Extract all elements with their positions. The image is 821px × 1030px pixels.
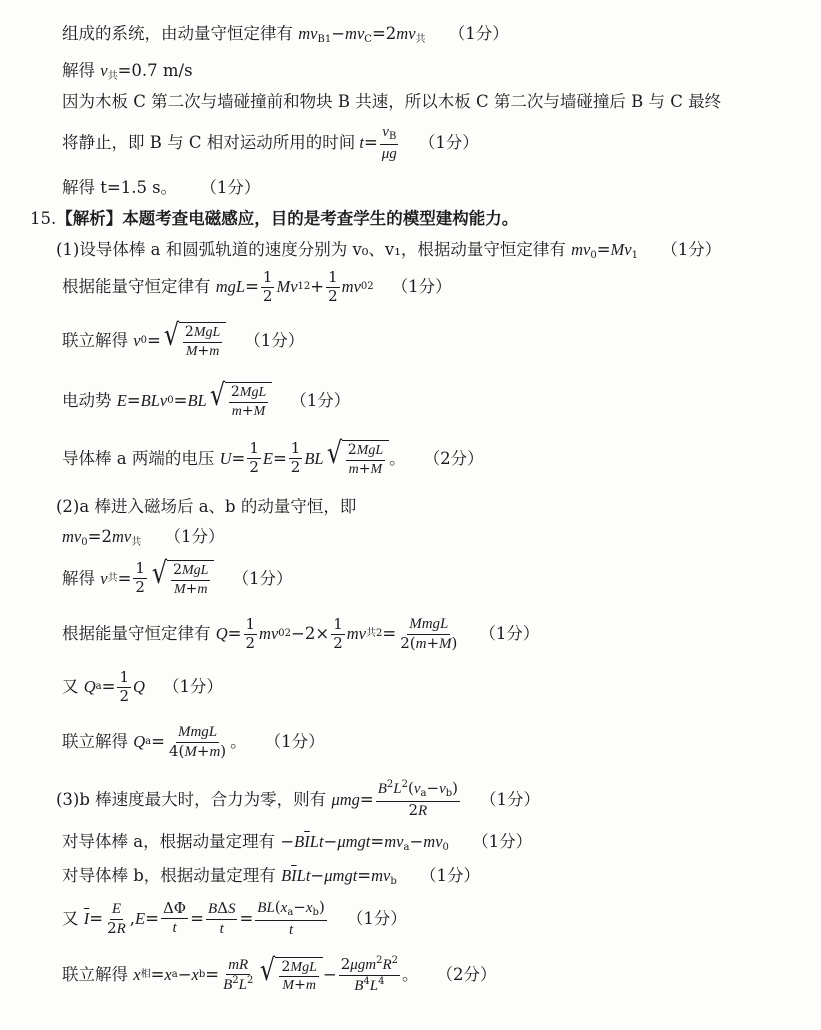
line-text: (3)b 棒速度最大时，合力为零，则有 (56, 789, 327, 809)
part2-momentum (62, 527, 224, 549)
score-mark: （1分） (264, 732, 325, 752)
score-mark: （1分） (164, 527, 225, 546)
part1-momentum (56, 240, 721, 262)
solution-line-time-result (62, 178, 260, 198)
line-text: 组成的系统，由动量守恒定律有 (62, 24, 293, 43)
score-mark: （1分） (479, 624, 540, 644)
analysis-text: 本题考查电磁感应，目的是考查学生的模型建构能力。 (122, 209, 519, 228)
line-text: 因为木板 C 第二次与墙碰撞前和物块 B 共速，所以木板 C 第二次与墙碰撞后 B 与 C 最终 (62, 92, 722, 111)
line-text: 解得 (62, 61, 95, 80)
line-text: 导体棒 a 两端的电压 (62, 448, 215, 468)
formula: $v_共=0.7$ m/s (100, 61, 193, 82)
line-text: 根据能量守恒定律有 (62, 277, 211, 297)
solution-line-time-formula: 将静止，即 B 与 C 相对运动所用的时间 t = $\frac{v_B}{\mu g}$ （1分） (62, 124, 479, 162)
part3-impulse-b (62, 866, 480, 888)
score-mark: （1分） (480, 789, 540, 809)
score-mark: （1分） (472, 832, 533, 851)
part2-qa: 又 Q a = $\frac{1}{2}$ Q （1分） (62, 668, 223, 705)
score-mark: （1分） (418, 133, 479, 153)
fraction: $\frac{v_B}{\mu g}$ (381, 124, 397, 162)
formula: $B\overline{I}Lt-\mu mgt=mv_b$ (281, 866, 397, 887)
score-mark: （1分） (162, 677, 223, 697)
part3-average-current: 又 $\overline{I}$ = $\frac{E}{2R}$ , E = $\frac{\Delta\Phi}{t}$ = $\frac{\text{BΔS}}{t}$ = $\frac{BL(x_a-x_b)}{t}$ （1分） (62, 898, 407, 938)
question-number: 15. (30, 209, 57, 228)
line-text: 对导体棒 a，根据动量定理有 (62, 832, 276, 851)
analysis-tag: 【解析】 (56, 209, 123, 228)
score-mark: （1分） (661, 240, 722, 259)
score-mark: （1分） (290, 390, 351, 410)
score-mark: （1分） (232, 568, 293, 588)
score-mark: （1分） (346, 909, 407, 929)
line-text: 解得 (62, 568, 95, 588)
solution-line-explanation (62, 92, 721, 112)
part3-relative-displacement: 联立解得 x 相 = x a − x b = $\frac{mR}{B^2L^2}$ √ $\frac{\text{2MgL}}{M+m}$ − $\frac{2\mu gm^2R^2}{B^4L^4}$ 。 （2分） (62, 952, 497, 994)
line-text: 根据能量守恒定律有 (62, 624, 211, 644)
line-text: 联立解得 (62, 330, 128, 350)
formula: $mv_0=Mv_1$ (571, 240, 638, 261)
question-15-header (30, 209, 518, 229)
score-mark: （1分） (200, 178, 261, 197)
score-mark: （2分） (436, 965, 497, 985)
line-text: 电动势 (62, 390, 112, 410)
part2-heat: 根据能量守恒定律有 Q = $\frac{1}{2}$ mv 0 2 −2× $\frac{1}{2}$ mv 共 2 = $\frac{\text{MmgL}}{2(m+M)}$ （1分） (62, 615, 540, 652)
score-mark: （1分） (244, 330, 305, 350)
line-text: (1)设导体棒 a 和圆弧轨道的速度分别为 v₀、v₁，根据动量守恒定律有 (56, 240, 566, 259)
line-text: 对导体棒 b，根据动量定理有 (62, 866, 276, 885)
score-mark: （2分） (423, 448, 484, 468)
line-text: 又 (62, 677, 79, 697)
formula: $-B\overline{I}Lt-\mu mgt=mv_a-mv_0$ (280, 832, 449, 853)
formula: $mv_0=2mv_共$ (62, 527, 142, 548)
part2-vcommon: 解得 v 共 = $\frac{1}{2}$ √ $\frac{\text{2MgL}}{M+m}$ （1分） (62, 556, 293, 597)
line-text: 联立解得 (62, 732, 128, 752)
part1-emf: 电动势 E = BLv 0 = BL √ $\frac{\text{2MgL}}{m+M}$ （1分） (62, 378, 351, 419)
formula: $mv_{B1}-mv_C=2mv_共$ (298, 24, 426, 45)
score-mark: （1分） (391, 277, 452, 297)
solution-line-momentum-system (62, 24, 509, 46)
part2-qa-result: 联立解得 Q a = $\frac{\text{MmgL}}{4(M+m)}$ 。 （1分） (62, 724, 325, 760)
score-mark: （1分） (448, 24, 509, 43)
solution-line-result (62, 61, 193, 83)
line-text: 解得 t=1.5 s。 (62, 178, 178, 197)
line-text: 将静止，即 B 与 C 相对运动所用的时间 (62, 133, 356, 153)
part1-v0: 联立解得 v 0 = √ $\frac{\text{2MgL}}{M+m}$ （1分） (62, 318, 305, 359)
part2-header (56, 497, 356, 517)
part1-energy: 根据能量守恒定律有 mgL = $\frac{1}{2}$ Mv 1 2 + $\frac{1}{2}$ mv 0 2 （1分） (62, 268, 452, 305)
line-text: 联立解得 (62, 965, 128, 985)
part3-max-speed: (3)b 棒速度最大时，合力为零，则有 μmg = $\frac{B^2L^2(v_a-v_b)}{2R}$ （1分） (56, 779, 540, 819)
line-text: 又 (62, 909, 79, 929)
part3-impulse-a (62, 832, 532, 854)
part1-voltage: 导体棒 a 两端的电压 U = $\frac{1}{2}$ E = $\frac{1}{2}$ BL √ $\frac{\text{2MgL}}{m+M}$ 。 （2分） (62, 436, 484, 477)
score-mark: （1分） (420, 866, 481, 885)
line-text: (2)a 棒进入磁场后 a、b 的动量守恒，即 (56, 497, 357, 516)
